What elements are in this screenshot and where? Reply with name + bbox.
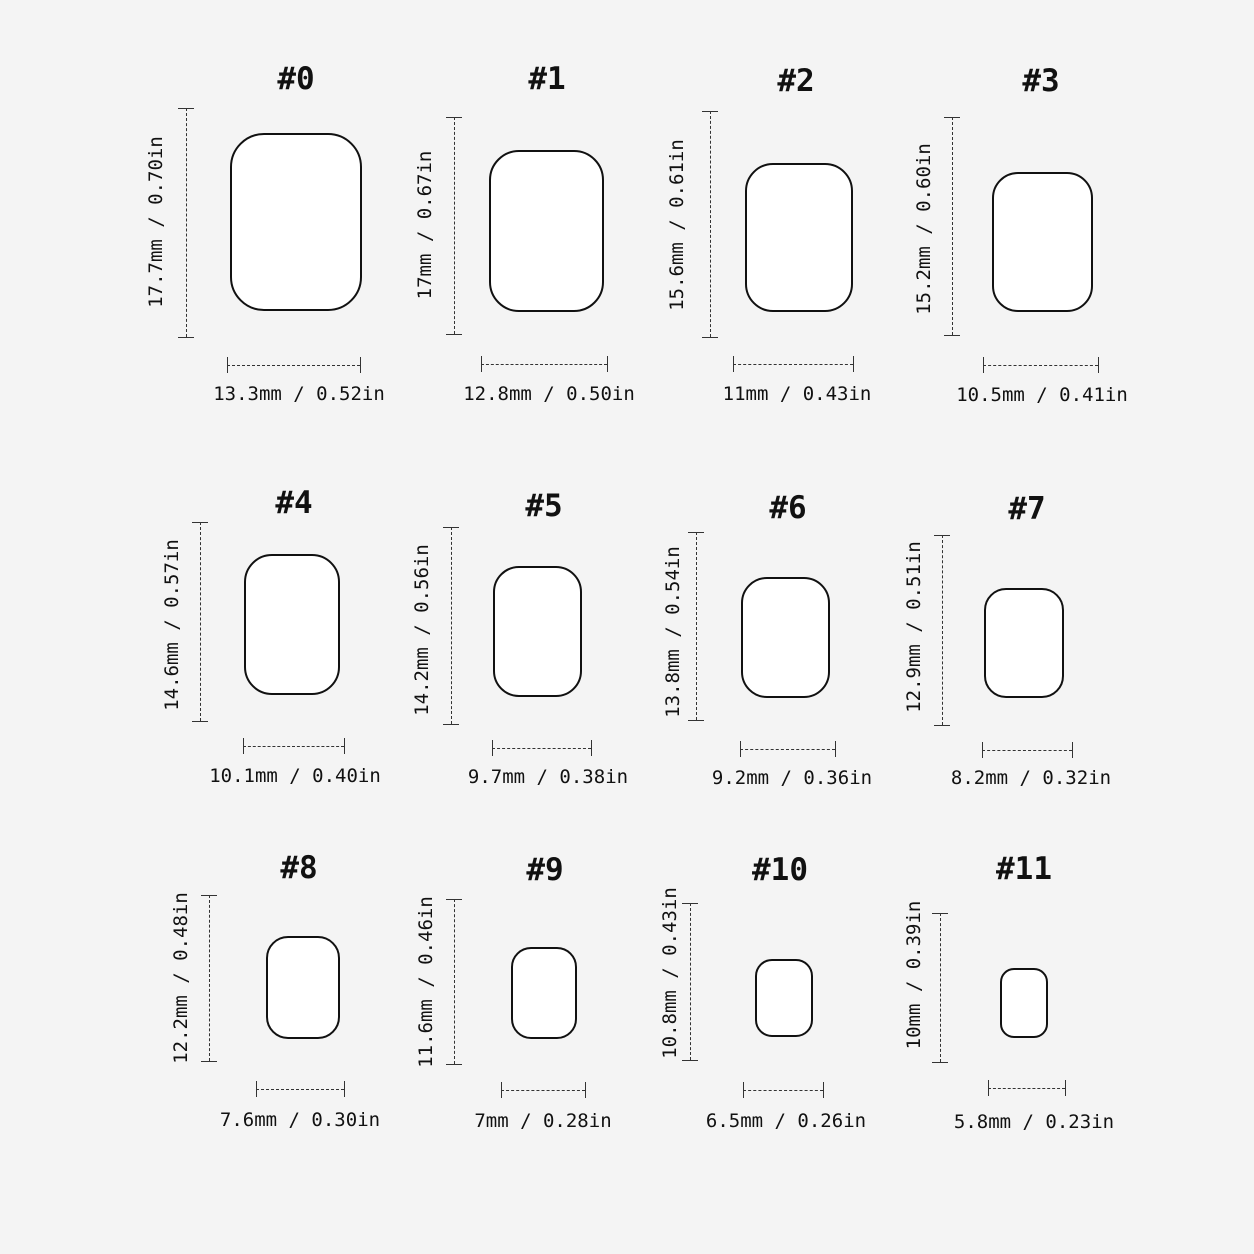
width-dimension-line [982, 750, 1072, 751]
width-cap-right [1065, 1080, 1066, 1096]
width-cap-right [853, 356, 854, 372]
width-cap-right [360, 357, 361, 373]
width-dimension-line [256, 1089, 344, 1090]
height-label: 10.8mm / 0.43in [659, 887, 681, 1059]
height-label: 15.2mm / 0.60in [913, 143, 935, 315]
width-label: 6.5mm / 0.26in [705, 1110, 867, 1132]
width-dimension-line [243, 746, 344, 747]
width-label: 8.2mm / 0.32in [950, 767, 1112, 789]
height-dimension-line [454, 117, 455, 334]
height-dimension-line [710, 111, 711, 337]
size-title: #6 [769, 490, 807, 526]
height-cap-bottom [934, 725, 950, 726]
height-cap-bottom [702, 337, 718, 338]
size-title: #10 [752, 852, 808, 888]
height-cap-bottom [688, 720, 704, 721]
nail-outline [230, 133, 362, 311]
nail-outline [745, 163, 853, 312]
height-dimension-line [200, 522, 201, 721]
width-dimension-line [983, 365, 1098, 366]
size-title: #11 [996, 851, 1052, 887]
height-cap-bottom [932, 1062, 948, 1063]
width-cap-right [344, 1081, 345, 1097]
height-dimension-line [952, 117, 953, 335]
height-dimension-line [451, 527, 452, 724]
height-cap-bottom [178, 337, 194, 338]
height-dimension-line [942, 535, 943, 725]
size-title: #4 [275, 485, 313, 521]
width-dimension-line [733, 364, 853, 365]
size-title: #3 [1022, 63, 1060, 99]
size-title: #1 [528, 61, 566, 97]
nail-outline [755, 959, 813, 1037]
size-title: #5 [525, 488, 563, 524]
size-title: #8 [280, 850, 318, 886]
height-cap-bottom [682, 1060, 698, 1061]
nail-outline [493, 566, 582, 697]
width-dimension-line [492, 748, 591, 749]
width-cap-right [823, 1082, 824, 1098]
width-dimension-line [481, 364, 607, 365]
height-label: 11.6mm / 0.46in [415, 896, 437, 1068]
height-label: 14.2mm / 0.56in [411, 544, 433, 716]
width-dimension-line [501, 1090, 585, 1091]
height-label: 15.6mm / 0.61in [666, 139, 688, 311]
height-dimension-line [696, 532, 697, 720]
nail-outline [741, 577, 830, 698]
nail-outline [489, 150, 604, 312]
height-cap-bottom [944, 335, 960, 336]
height-cap-bottom [201, 1061, 217, 1062]
width-cap-right [591, 740, 592, 756]
height-label: 10mm / 0.39in [903, 900, 925, 1050]
size-title: #2 [777, 63, 815, 99]
width-dimension-line [988, 1088, 1065, 1089]
width-dimension-line [743, 1090, 823, 1091]
width-dimension-line [227, 365, 360, 366]
width-cap-right [585, 1082, 586, 1098]
height-dimension-line [209, 895, 210, 1061]
width-cap-right [835, 741, 836, 757]
height-dimension-line [454, 899, 455, 1064]
height-label: 13.8mm / 0.54in [662, 546, 684, 718]
height-label: 17.7mm / 0.70in [145, 136, 167, 308]
height-label: 12.2mm / 0.48in [170, 892, 192, 1064]
width-label: 9.2mm / 0.36in [711, 767, 873, 789]
height-dimension-line [690, 903, 691, 1060]
width-label: 9.7mm / 0.38in [467, 766, 629, 788]
width-dimension-line [740, 749, 835, 750]
width-label: 7mm / 0.28in [474, 1110, 612, 1132]
width-label: 13.3mm / 0.52in [213, 383, 385, 405]
nail-outline [984, 588, 1064, 698]
nail-outline [1000, 968, 1048, 1038]
width-cap-right [1072, 742, 1073, 758]
width-label: 10.5mm / 0.41in [956, 384, 1128, 406]
width-cap-right [1098, 357, 1099, 373]
height-cap-bottom [192, 721, 208, 722]
height-cap-bottom [446, 334, 462, 335]
size-title: #0 [277, 61, 315, 97]
width-label: 7.6mm / 0.30in [219, 1109, 381, 1131]
size-title: #9 [526, 852, 564, 888]
width-cap-right [607, 356, 608, 372]
nail-outline [511, 947, 577, 1039]
height-dimension-line [186, 108, 187, 337]
height-label: 12.9mm / 0.51in [903, 541, 925, 713]
height-label: 17mm / 0.67in [414, 150, 436, 300]
width-label: 5.8mm / 0.23in [953, 1111, 1115, 1133]
height-dimension-line [940, 913, 941, 1062]
height-cap-bottom [446, 1064, 462, 1065]
width-label: 12.8mm / 0.50in [463, 383, 635, 405]
width-label: 10.1mm / 0.40in [209, 765, 381, 787]
height-cap-bottom [443, 724, 459, 725]
size-title: #7 [1008, 491, 1046, 527]
width-label: 11mm / 0.43in [722, 383, 872, 405]
nail-outline [992, 172, 1093, 312]
nail-outline [266, 936, 340, 1039]
nail-outline [244, 554, 340, 695]
width-cap-right [344, 738, 345, 754]
height-label: 14.6mm / 0.57in [161, 539, 183, 711]
